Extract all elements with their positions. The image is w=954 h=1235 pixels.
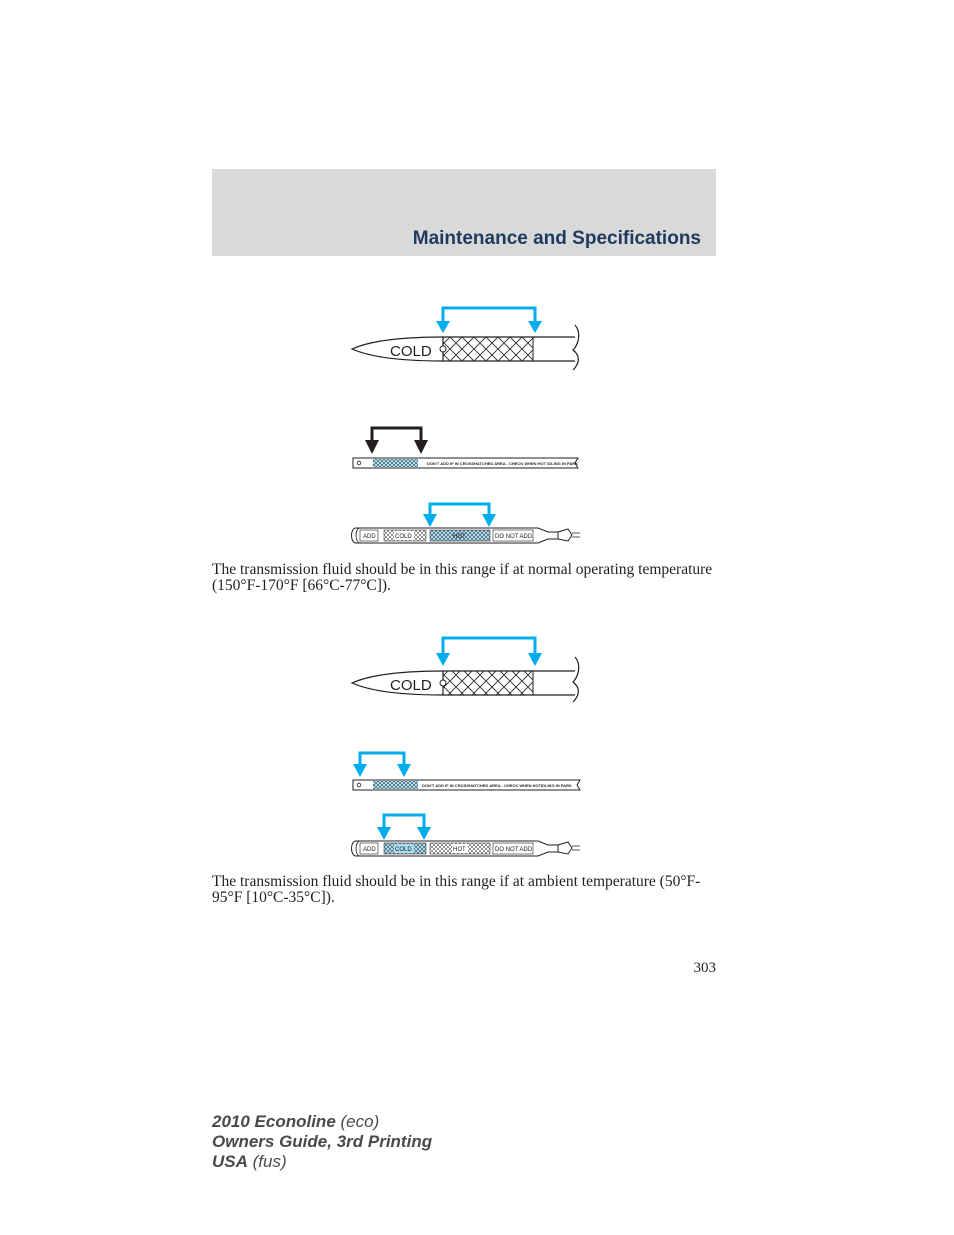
caption-ambient-temperature: The transmission fluid should be in this range if at ambient temperature (50°F-95°F [10°C-35°C]). xyxy=(212,873,701,906)
dipstick-a-label: COLD xyxy=(390,677,432,694)
arrow-down-icon xyxy=(377,827,391,840)
dipstick-b-text: DON'T ADD IF IN CROSSHATCHED AREA - CHECK WHEN HOT IDLING IN PARK xyxy=(427,461,579,466)
section-header-band xyxy=(212,169,716,256)
footer-model-code: (eco) xyxy=(340,1112,380,1131)
do-not-add-label: DO NOT ADD xyxy=(495,534,533,540)
cold-label: COLD xyxy=(395,534,412,540)
dipstick-b xyxy=(353,753,580,790)
arrow-down-icon xyxy=(423,514,437,527)
page-number: 303 xyxy=(693,960,716,976)
footer-market-code: (fus) xyxy=(252,1152,287,1171)
arrow-down-icon xyxy=(417,827,431,840)
range-bracket xyxy=(430,504,489,523)
arrow-down-icon xyxy=(397,764,411,777)
arrow-down-icon xyxy=(365,440,379,454)
range-bracket xyxy=(372,428,421,450)
footer-market: USA xyxy=(212,1152,248,1171)
dipstick-b-text-2: IDLING IN PARK xyxy=(541,783,572,788)
range-bracket xyxy=(384,815,424,836)
dipstick-b-text: DON'T ADD IF IN CROSSHATCHED AREA - CHECK WHEN HOT xyxy=(422,783,542,788)
hot-label: HOT xyxy=(453,534,466,540)
dipstick-figure-ambient xyxy=(0,627,954,867)
do-not-add-label: DO NOT ADD xyxy=(495,847,533,853)
arrow-down-icon xyxy=(482,514,496,527)
range-bracket xyxy=(443,638,535,663)
dipstick-c xyxy=(352,504,581,543)
dipstick-a xyxy=(352,308,579,370)
document-footer xyxy=(212,1112,432,1172)
section-title: Maintenance and Specifications xyxy=(412,228,701,249)
arrow-down-icon xyxy=(414,440,428,454)
footer-model: 2010 Econoline xyxy=(212,1112,336,1131)
arrow-down-icon xyxy=(528,653,542,666)
hot-label: HOT xyxy=(453,847,466,853)
dipstick-a-label: COLD xyxy=(390,343,432,360)
arrow-down-icon xyxy=(436,653,450,666)
arrow-down-icon xyxy=(528,321,542,333)
arrow-down-icon xyxy=(436,321,450,333)
range-bracket xyxy=(360,753,404,772)
range-bracket xyxy=(443,308,535,331)
add-label: ADD xyxy=(363,847,376,853)
dipstick-c xyxy=(352,815,581,856)
add-label: ADD xyxy=(363,534,376,540)
dipstick-figure-hot xyxy=(0,295,954,555)
dipstick-b xyxy=(353,428,578,468)
dipstick-a xyxy=(352,638,579,702)
cold-label: COLD xyxy=(395,847,412,853)
arrow-down-icon xyxy=(353,764,367,777)
footer-guide: Owners Guide, 3rd Printing xyxy=(212,1132,433,1151)
caption-normal-temperature: The transmission fluid should be in this range if at normal operating temperature (150°F-170°F [66°C-77°C]). xyxy=(212,561,713,594)
